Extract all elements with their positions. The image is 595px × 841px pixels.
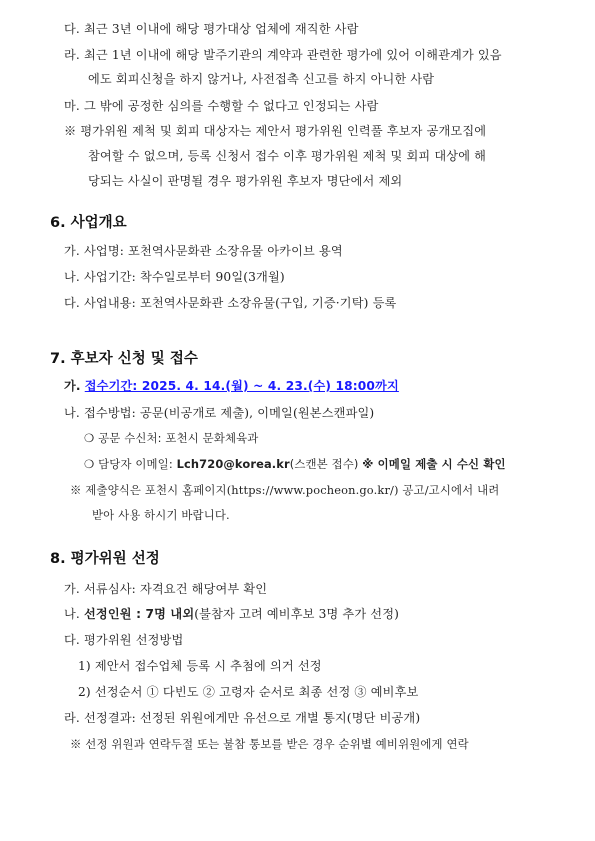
- criteria-item-da: 다. 최근 3년 이내에 해당 평가대상 업체에 재직한 사람: [64, 22, 359, 36]
- application-period-prefix: 가.: [64, 379, 81, 393]
- application-period-link[interactable]: 접수기간: 2025. 4. 14.(월) ~ 4. 23.(수) 18:00까지: [84, 379, 399, 393]
- project-content: 다. 사업내용: 포천역사문화관 소장유물(구입, 기증·기탁) 등록: [64, 296, 397, 310]
- contact-email-address[interactable]: Lch720@korea.kr: [176, 457, 290, 471]
- criteria-item-ma: 마. 그 밖에 공정한 심의를 수행할 수 없다고 인정되는 사람: [64, 99, 379, 113]
- exclusion-note-line1: ※ 평가위원 제척 및 회피 대상자는 제안서 평가위원 인력풀 후보자 공개모집에: [64, 124, 487, 138]
- section7-heading: 7. 후보자 신청 및 접수: [50, 351, 198, 367]
- document-review: 가. 서류심사: 자격요건 해당여부 확인: [64, 582, 268, 596]
- backup-contact-note: ※ 선정 위원과 연락두절 또는 불참 통보를 받은 경우 순위별 예비위원에게 연락: [70, 737, 469, 751]
- selection-count-prefix: 나.: [64, 607, 80, 621]
- criteria-item-ra-cont: 에도 회피신청을 하지 않거나, 사전접촉 신고를 하지 아니한 사람: [88, 72, 435, 86]
- contact-email-bullet: [84, 456, 506, 472]
- selection-count: [64, 606, 399, 622]
- selection-result: 라. 선정결과: 선정된 위원에게만 유선으로 개별 통지(명단 비공개): [64, 711, 421, 725]
- receiving-office-bullet: ❍ 공문 수신처: 포천시 문화체육과: [84, 431, 259, 445]
- project-name: 가. 사업명: 포천역사문화관 소장유물 아카이브 용역: [64, 244, 343, 258]
- selection-count-bold: 선정인원 : 7명 내외: [83, 607, 195, 621]
- application-method: 나. 접수방법: 공문(비공개로 제출), 이메일(원본스캔파일): [64, 406, 375, 420]
- contact-email-label: ❍ 담당자 이메일:: [84, 457, 173, 471]
- form-download-note-line1: ※ 제출양식은 포천시 홈페이지(https://www.pocheon.go.kr/) 공고/고시에서 내려: [70, 483, 500, 497]
- application-period: [64, 378, 399, 394]
- project-period: 나. 사업기간: 착수일로부터 90일(3개월): [64, 270, 285, 284]
- criteria-item-ra: 라. 최근 1년 이내에 해당 발주기관의 계약과 관련한 평가에 있어 이해관계가 있음: [64, 48, 502, 62]
- form-download-note-line2: 받아 사용 하시기 바랍니다.: [92, 508, 230, 522]
- exclusion-note-line3: 당되는 사실이 판명될 경우 평가위원 후보자 명단에서 제외: [88, 174, 403, 188]
- exclusion-note-line2: 참여할 수 없으며, 등록 신청서 접수 이후 평가위원 제척 및 회피 대상에 해: [88, 149, 487, 163]
- selection-method-1: 1) 제안서 접수업체 등록 시 추첨에 의거 선정: [78, 659, 322, 673]
- section6-heading: 6. 사업개요: [50, 215, 127, 231]
- contact-email-scan-note: (스캔본 접수): [289, 457, 359, 471]
- selection-method: 다. 평가위원 선정방법: [64, 633, 184, 647]
- section8-heading: 8. 평가위원 선정: [50, 551, 160, 567]
- selection-count-detail: (불참자 고려 예비후보 3명 추가 선정): [194, 607, 400, 621]
- selection-method-2: 2) 선정순서 ① 다빈도 ② 고령자 순서로 최종 선정 ③ 예비후보: [78, 685, 419, 699]
- email-confirmation-notice: ※ 이메일 제출 시 수신 확인: [362, 457, 506, 471]
